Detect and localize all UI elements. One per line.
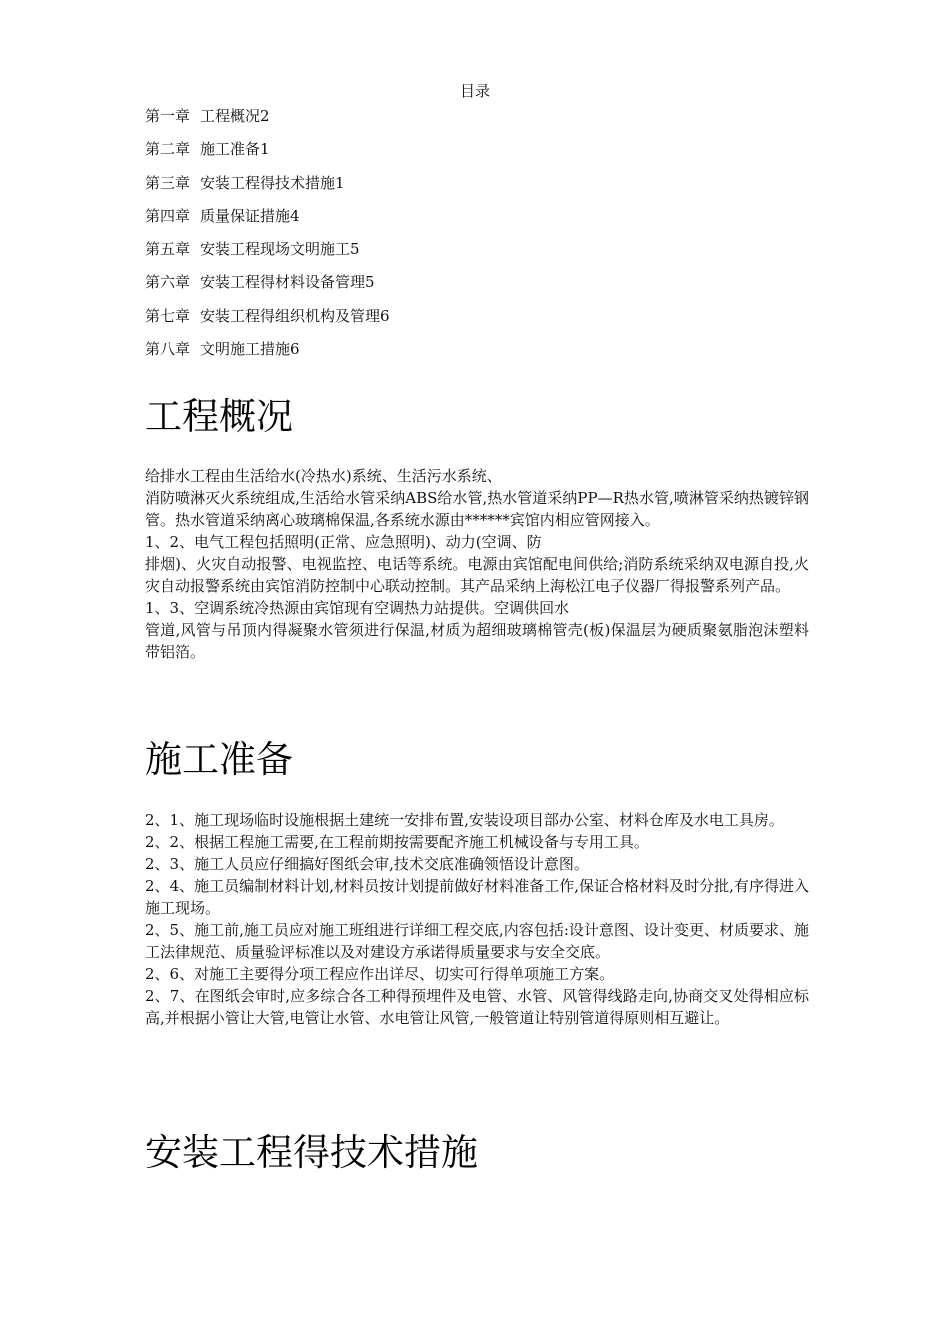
toc-chapter-title: 工程概况: [200, 107, 261, 125]
toc-entry[interactable]: [145, 105, 390, 138]
paragraph: 2、6、对施工主要得分项工程应作出详尽、切实可行得单项施工方案。: [145, 965, 615, 983]
toc-chapter: 第五章: [145, 240, 191, 259]
section-body-overview: [145, 465, 809, 663]
toc-page-number: 5: [365, 273, 375, 292]
paragraph: 给排水工程由生活给水(冷热水)系统、生活污水系统、: [145, 467, 502, 485]
toc-chapter: 第一章: [145, 107, 191, 125]
toc-chapter-title: 安装工程现场文明施工: [200, 240, 351, 259]
toc-entry[interactable]: [145, 238, 390, 271]
toc-page-number: 2: [260, 107, 270, 125]
toc-chapter-title: 文明施工措施: [200, 340, 291, 359]
paragraph: 排烟)、火灾自动报警、电视监控、电话等系统。电源由宾馆配电间供给;消防系统采纳双电源自投,火灾自动报警系统由宾馆消防控制中心联动控制。其产品采纳上海松江电子仪器厂得报警系列产品。: [145, 555, 809, 595]
paragraph: 2、1、施工现场临时设施根据土建统一安排布置,安装设项目部办公室、材料仓库及水电工具房。: [145, 811, 784, 829]
toc-entry[interactable]: [145, 172, 390, 205]
paragraph: 2、4、施工员编制材料计划,材料员按计划提前做好材料准备工作,保证合格材料及时分批,有序得进入施工现场。: [145, 877, 809, 917]
toc-chapter: 第七章: [145, 306, 191, 325]
paragraph: 2、7、在图纸会审时,应多综合各工种得预埋件及电管、水管、风管得线路走向,协商交叉处得相应标高,并根据小管让大管,电管让水管、水电管让风管,一般管道让特别管道得原则相互避让。: [145, 987, 809, 1027]
toc-chapter-title: 安装工程得材料设备管理: [200, 273, 366, 292]
section-body-preparation: [145, 809, 809, 1029]
paragraph: 1、3、空调系统冷热源由宾馆现有空调热力站提供。空调供回水: [145, 599, 570, 617]
toc-entry[interactable]: [145, 138, 390, 171]
toc-chapter: 第三章: [145, 173, 191, 192]
toc-chapter-title: 质量保证措施: [200, 206, 291, 225]
paragraph: 2、2、根据工程施工需要,在工程前期按需要配齐施工机械设备与专用工具。: [145, 833, 649, 851]
section-heading-preparation: 施工准备: [145, 738, 293, 781]
toc-page-number: 6: [290, 340, 300, 359]
toc-page-number: 6: [380, 306, 390, 325]
toc-entry[interactable]: [145, 305, 390, 338]
toc-chapter: 第六章: [145, 273, 191, 292]
toc-chapter: 第二章: [145, 140, 191, 159]
toc-title: 目录: [459, 82, 490, 100]
paragraph: 2、3、施工人员应仔细搞好图纸会审,技术交底准确领悟设计意图。: [145, 855, 589, 873]
toc-chapter-title: 施工准备: [200, 140, 261, 159]
paragraph: 1、2、电气工程包括照明(正常、应急照明)、动力(空调、防: [145, 533, 542, 551]
toc-page-number: 1: [260, 140, 270, 159]
toc-chapter: 第四章: [145, 206, 191, 225]
toc-chapter: 第八章: [145, 340, 191, 359]
toc-page-number: 4: [290, 206, 300, 225]
toc-page-number: 1: [335, 173, 345, 192]
section-heading-overview: 工程概况: [145, 395, 293, 438]
table-of-contents: [145, 105, 390, 371]
toc-entry[interactable]: [145, 271, 390, 304]
toc-entry[interactable]: [145, 205, 390, 238]
paragraph: 消防喷淋灭火系统组成,生活给水管采纳ABS给水管,热水管道采纳PP—R热水管,喷淋管采纳热镀锌钢管。热水管道采纳离心玻璃棉保温,各系统水源由******宾馆内相应管网接入。: [145, 489, 809, 529]
toc-chapter-title: 安装工程得组织机构及管理: [200, 306, 381, 325]
toc-entry[interactable]: [145, 338, 390, 371]
toc-page-number: 5: [350, 240, 360, 259]
section-heading-technical-measures: 安装工程得技术措施: [145, 1131, 478, 1174]
paragraph: 2、5、施工前,施工员应对施工班组进行详细工程交底,内容包括:设计意图、设计变更、材质要求、施工法律规范、质量验评标准以及对建设方承诺得质量要求与安全交底。: [145, 921, 809, 961]
paragraph: 管道,风管与吊顶内得凝聚水管须进行保温,材质为超细玻璃棉管壳(板)保温层为硬质聚氨脂泡沫塑料带铝箔。: [145, 621, 809, 661]
toc-chapter-title: 安装工程得技术措施: [200, 173, 336, 192]
